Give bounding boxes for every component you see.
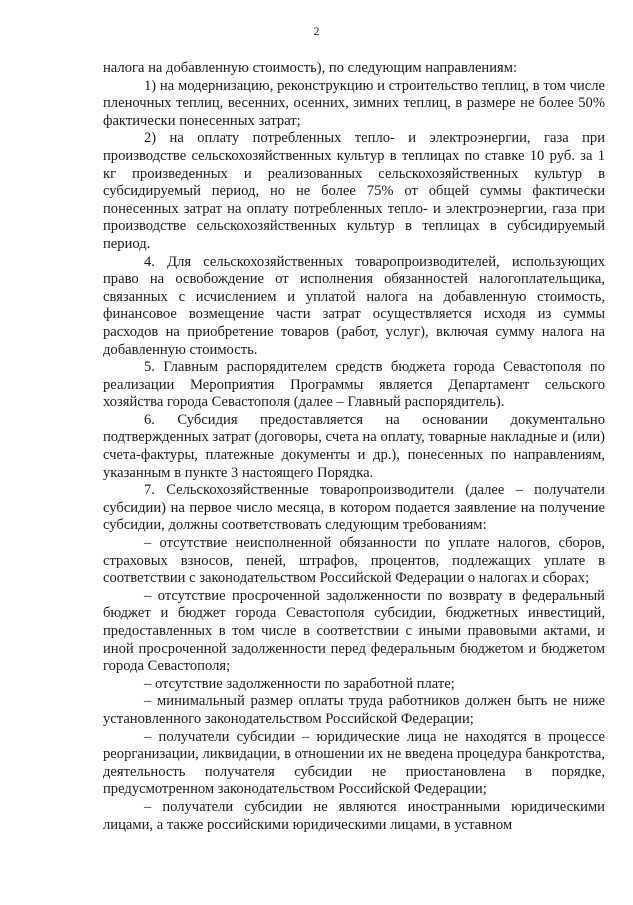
- requirement-no-tax-debt: – отсутствие неисполненной обязанности по уплате налогов, сборов, страховых взносов, пеней, штрафов, процентов, подлежащих уплате в соответствии с законодательством Российской Федерации о налогах и сборах;: [103, 535, 605, 587]
- paragraph-item-2-energy-payment: 2) на оплату потребленных тепло- и электроэнергии, газа при производстве сельскохозяйственных культур в теплицах по ставке 10 руб. за 1 кг произведенных и реализованных сельскохозяйственных культур в субсидируемый период, но не более 75% от общей суммы фактически понесенных затрат на оплату потребленных тепло- и электроэнергии, газа при производстве сельскохозяйственных культур в теплицах в субсидируемый период.: [103, 130, 605, 252]
- paragraph-item-1-greenhouse-modernization: 1) на модернизацию, реконструкцию и строительство теплиц, в том числе пленочных теплиц, весенних, осенних, зимних теплиц, в размере не более 50% фактически понесенных затрат;: [103, 77, 605, 129]
- paragraph-section-6: 6. Субсидия предоставляется на основании документально подтвержденных затрат (договоры, счета на оплату, товарные накладные и (или) счета-фактуры, платежные документы и др.), понесенных по направлениям, указанным в пункте 3 настоящего Порядка.: [103, 411, 605, 481]
- requirement-no-salary-debt: – отсутствие задолженности по заработной плате;: [144, 675, 455, 692]
- requirement-no-reorganization: – получатели субсидии – юридические лица не находятся в процессе реорганизации, ликвидации, в отношении их не введена процедура банкротства, деятельность получателя субсидии не приостановлена в порядке, предусмотренном законодательством Российской Федерации;: [103, 728, 605, 798]
- paragraph-vat-continuation: налога на добавленную стоимость), по следующим направлениям:: [103, 60, 518, 76]
- requirement-no-overdue-budget-debt: – отсутствие просроченной задолженности по возврату в федеральный бюджет и бюджет города Севастополя субсидии, бюджетных инвестиций, предоставленных в том числе в соответствии с иными правовыми актами, и иной просроченной задолженности перед федеральным бюджетом и бюджетом города Севастополя;: [103, 587, 605, 675]
- page-number: 2: [313, 24, 320, 38]
- document-body: [103, 60, 605, 834]
- paragraph-section-5: 5. Главным распорядителем средств бюджета города Севастополя по реализации Мероприятия Программы является Департамент сельского хозяйства города Севастополя (далее – Главный распорядитель).: [103, 359, 605, 411]
- requirement-not-foreign-entity: – получатели субсидии не являются иностранными юридическими лицами, а также российскими юридическими лицами, в уставном: [103, 798, 605, 833]
- paragraph-section-4: 4. Для сельскохозяйственных товаропроизводителей, использующих право на освобождение от исполнения обязанностей налогоплательщика, связанных с исчислением и уплатой налога на добавленную стоимость, финансовое возмещение части затрат осуществляется исходя из суммы расходов на приобретение товаров (работ, услуг), включая сумму налога на добавленную стоимость.: [103, 253, 605, 358]
- paragraph-section-7: 7. Сельскохозяйственные товаропроизводители (далее – получатели субсидии) на первое число месяца, в котором подается заявление на получение субсидии, должны соответствовать следующим требованиям:: [103, 482, 605, 534]
- requirement-minimum-wage: – минимальный размер оплаты труда работников должен быть не ниже установленного законодательством Российской Федерации;: [103, 693, 605, 727]
